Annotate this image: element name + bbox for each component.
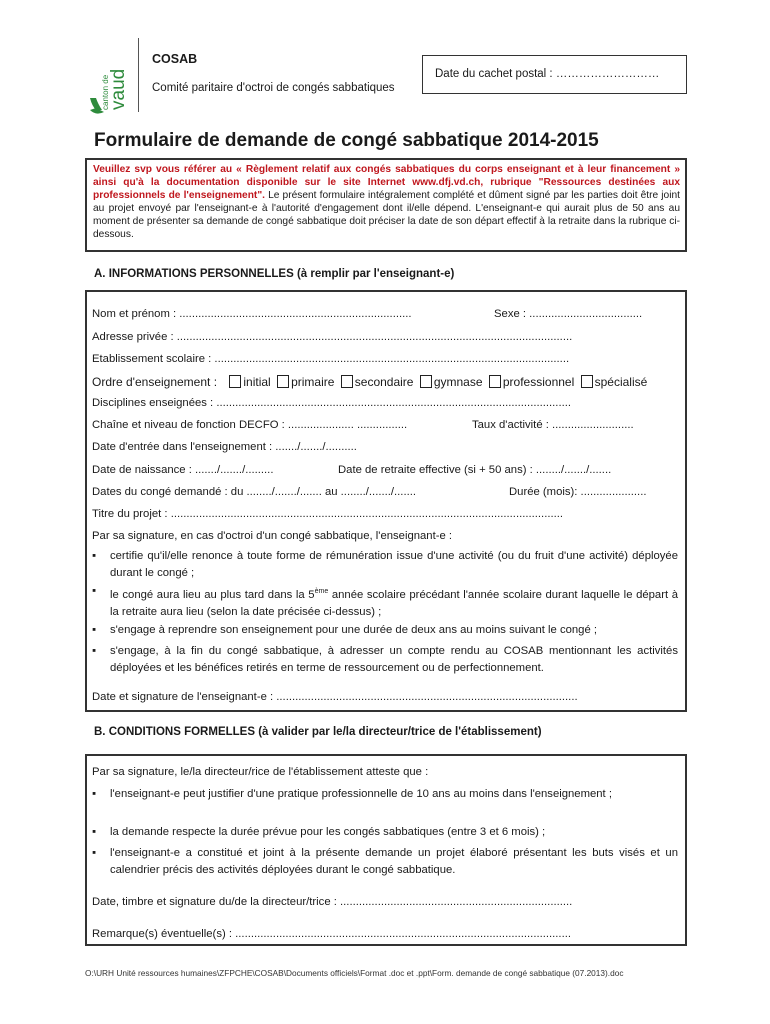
- checkbox-primaire[interactable]: [277, 375, 289, 388]
- canton-vaud-logo: [86, 38, 129, 120]
- entry-date-field[interactable]: Date d'entrée dans l'enseignement : ......./......./..........: [92, 441, 357, 453]
- org-name: COSAB: [152, 52, 198, 66]
- teaching-order-label: Ordre d'enseignement :: [92, 375, 218, 389]
- leave-dates-field[interactable]: Dates du congé demandé : du ......../......./....... au ......../......./.......: [92, 486, 416, 498]
- disciplines-field[interactable]: Disciplines enseignées : .................................................................................................................: [92, 397, 571, 409]
- teaching-order-row: [92, 375, 678, 389]
- postal-stamp-label: Date du cachet postal : ………………………: [435, 68, 660, 80]
- logo-line1: canton de: [101, 74, 110, 110]
- teacher-bullet-4: ▪ s'engage, à la fin du congé sabbatique, à adresser un compte rendu au COSAB mentionnant les activités déployées et les bénéfices retirés en terme de ressourcement ou de perfectionnement.: [92, 643, 678, 677]
- function-row: [92, 419, 678, 431]
- header-divider: [138, 38, 139, 112]
- director-bullet-2: ▪ la demande respecte la durée prévue pour les congés sabbatiques (entre 3 et 6 mois) ;: [92, 824, 678, 841]
- director-sign-intro: Par sa signature, le/la directeur/rice de l'établissement atteste que :: [92, 766, 429, 778]
- org-full-name: Comité paritaire d'octroi de congés sabbatiques: [152, 82, 395, 94]
- intro-body-text: Le présent formulaire intégralement complété et dûment signé par les parties doit être joint au projet envoyé par l'enseignant-e à l'autorité d'engagement dont il/elle dépend. L'enseignant-e qui aurait plus de 50 ans au moment de présenter sa demande de congé sabbatique doit préciser la date de son départ effectif à la retraite dans la rubrique ci-dessous.: [93, 189, 680, 240]
- teacher-bullet-2: ▪ le congé aura lieu au plus tard dans la 5ème année scolaire précédant l'année scolaire durant laquelle le départ à la retraite aura lieu (selon la date précisée ci-dessus) ;: [92, 585, 679, 618]
- option-initial: initial: [243, 375, 271, 389]
- intro-notice: [85, 158, 687, 252]
- decfo-field[interactable]: Chaîne et niveau de fonction DECFO : ..................... ................: [92, 419, 408, 431]
- section-a-title: A. INFORMATIONS PERSONNELLES (à remplir par l'enseignant-e): [94, 268, 455, 280]
- director-bullet-3-text: l'enseignant-e a constitué et joint à la présente demande un projet élaboré présentant les buts visés et un calendrier précis des activités déployées durant le congé sabbatique.: [110, 847, 678, 876]
- school-field[interactable]: Etablissement scolaire : .................................................................................................................: [92, 353, 570, 365]
- teacher-bullet-1-text: certifie qu'il/elle renonce à toute forme de rémunération issue d'une activité (ou du fruit d'une activité) déployée durant le congé ;: [110, 550, 678, 579]
- section-b-title: B. CONDITIONS FORMELLES (à valider par le/la directeur/trice de l'établissement): [94, 726, 542, 738]
- dates-row: [92, 464, 678, 476]
- teacher-signature-field[interactable]: Date et signature de l'enseignant-e : ................................................................................................: [92, 691, 578, 703]
- project-title-field[interactable]: Titre du projet : .............................................................................................................................: [92, 508, 564, 520]
- logo-line2: vaud: [108, 68, 129, 110]
- sex-field[interactable]: Sexe : ....................................: [494, 308, 643, 320]
- option-secondaire: secondaire: [354, 375, 414, 389]
- teacher-bullet-2-start: le congé aura lieu au plus tard dans la 5: [110, 588, 315, 601]
- director-signature-field[interactable]: Date, timbre et signature du/de la directeur/trice : ..........................................................................: [92, 896, 573, 908]
- option-gymnase: gymnase: [433, 375, 483, 389]
- option-primaire: primaire: [291, 375, 335, 389]
- form-title: Formulaire de demande de congé sabbatique 2014-2015: [94, 130, 599, 151]
- teacher-bullet-3: ▪ s'engage à reprendre son enseignement pour une durée de deux ans au moins suivant le congé ;: [92, 622, 678, 639]
- checkbox-specialise[interactable]: [581, 375, 593, 388]
- director-bullet-3: ▪ l'enseignant-e a constitué et joint à la présente demande un projet élaboré présentant les buts visés et un calendrier précis des activités déployées durant le congé sabbatique.: [92, 845, 678, 879]
- address-field[interactable]: Adresse privée : ..............................................................................................................................: [92, 331, 573, 343]
- teacher-sign-intro: Par sa signature, en cas d'octroi d'un congé sabbatique, l'enseignant-e :: [92, 530, 453, 542]
- director-bullet-1-text: l'enseignant-e peut justifier d'une pratique professionnelle de 10 ans au moins dans l'enseignement ;: [110, 788, 612, 800]
- remarks-field[interactable]: Remarque(s) éventuelle(s) : ...........................................................................................................: [92, 928, 571, 940]
- leave-dates-row: [92, 486, 678, 498]
- file-path-footer: O:\URH Unité ressources humaines\ZFPCHE\COSAB\Documents officiels\Format .doc et .ppt\Form. demande de congé sabbatique (07.2013).doc: [85, 968, 624, 978]
- name-row: [92, 308, 678, 320]
- option-professionnel: professionnel: [502, 375, 575, 389]
- checkbox-initial[interactable]: [229, 375, 241, 388]
- duration-field[interactable]: Durée (mois): .....................: [509, 486, 647, 498]
- intro-red-text: Veuillez svp vous référer au « Règlement relatif aux congés sabbatiques du corps enseignant et à leur financement » ainsi qu'à la documentation disponible sur le site Internet www.dfj.vd.ch, rubrique "Ressources destinées aux professionnels de l'enseignement".: [93, 164, 680, 201]
- option-specialise: spécialisé: [594, 375, 648, 389]
- teacher-bullet-1: ▪ certifie qu'il/elle renonce à toute forme de rémunération issue d'une activité (ou du fruit d'une activité) déployée durant le congé ;: [92, 548, 678, 582]
- name-field[interactable]: Nom et prénom : ..........................................................................: [92, 308, 412, 320]
- checkbox-gymnase[interactable]: [420, 375, 432, 388]
- teacher-bullet-2-text: année scolaire précédant l'année scolaire durant laquelle le départ à la retraite aura lieu (selon la date précisée ci-dessus) ;: [110, 588, 679, 618]
- retirement-date-field[interactable]: Date de retraite effective (si + 50 ans) : ......../......./.......: [338, 464, 612, 476]
- director-bullet-2-text: la demande respecte la durée prévue pour les congés sabbatiques (entre 3 et 6 mois) ;: [110, 826, 546, 838]
- teacher-bullet-3-text: s'engage à reprendre son enseignement pour une durée de deux ans au moins suivant le congé ;: [110, 624, 598, 636]
- postal-stamp-field[interactable]: [422, 55, 687, 94]
- checkbox-professionnel[interactable]: [489, 375, 501, 388]
- activity-rate-field[interactable]: Taux d'activité : ..........................: [472, 419, 634, 431]
- teacher-bullet-2-sup: ème: [314, 588, 329, 595]
- director-bullet-1: ▪ l'enseignant-e peut justifier d'une pratique professionnelle de 10 ans au moins dans l'enseignement ;: [92, 786, 678, 803]
- teacher-bullet-4-text: s'engage, à la fin du congé sabbatique, à adresser un compte rendu au COSAB mentionnant les activités déployées et les bénéfices retirés en terme de ressourcement ou de perfectionnement.: [110, 645, 678, 674]
- checkbox-secondaire[interactable]: [341, 375, 353, 388]
- birth-date-field[interactable]: Date de naissance : ......./......./.........: [92, 464, 274, 476]
